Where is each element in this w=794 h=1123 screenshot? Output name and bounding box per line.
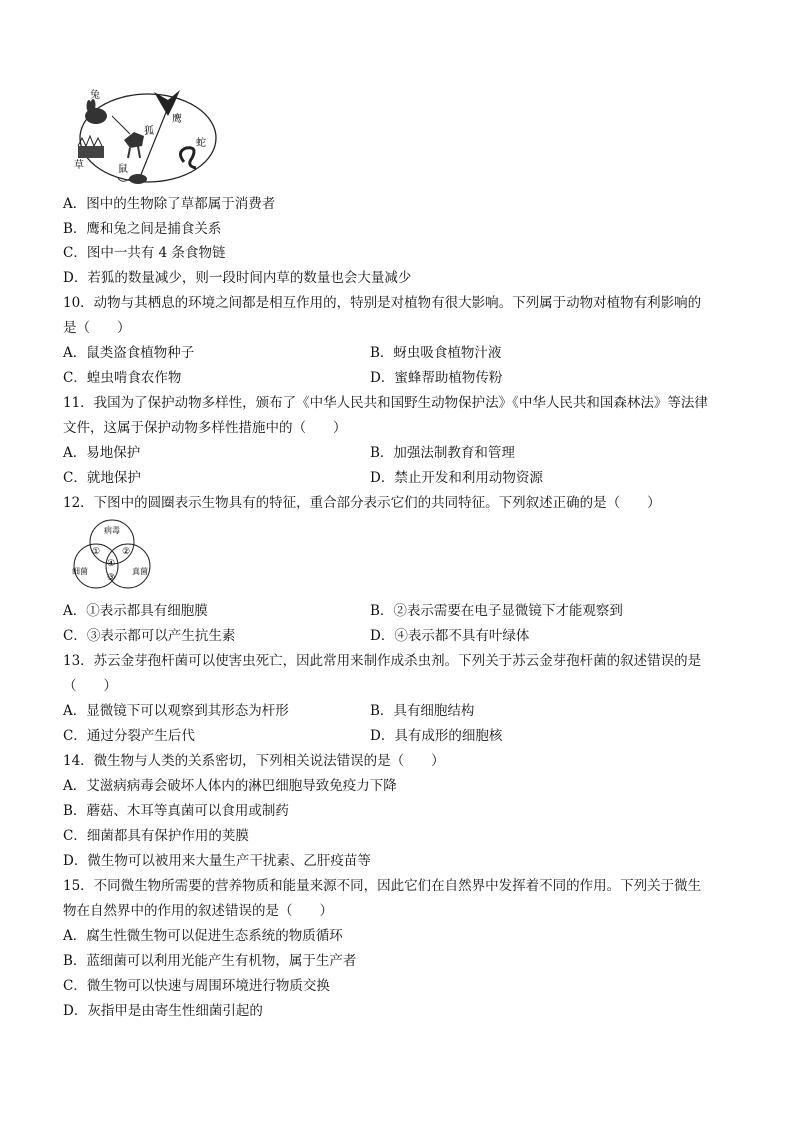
q9-option-d[interactable]: D．若狐的数量减少，则一段时间内草的数量也会大量减少 <box>63 270 412 286</box>
q12-option-d[interactable]: D．④表示都不具有叶绿体 <box>370 628 530 644</box>
q9-option-a[interactable]: A．图中的生物除了草都属于消费者 <box>63 196 276 212</box>
q13-option-b[interactable]: B．具有细胞结构 <box>370 703 475 719</box>
q13-stem-line2: （ ） <box>63 678 117 694</box>
q13-option-d[interactable]: D．具有成形的细胞核 <box>370 728 503 744</box>
venn-region-1: ① <box>92 547 101 557</box>
q15-option-d[interactable]: D．灰指甲是由寄生性细菌引起的 <box>63 1003 263 1019</box>
q10-option-b[interactable]: B．蚜虫吸食植物汁液 <box>370 345 502 361</box>
label-mouse: 鼠 <box>118 164 128 175</box>
venn-region-4: ④ <box>107 559 116 569</box>
q10-option-a[interactable]: A．鼠类盗食植物种子 <box>63 345 195 361</box>
q15-stem-line1: 15．不同微生物所需要的营养物质和能量来源不同，因此它们在自然界中发挥着不同的作用。下列关于微生 <box>63 878 702 894</box>
label-hawk: 鹰 <box>172 114 182 125</box>
snake-icon <box>180 148 196 168</box>
q10-option-c[interactable]: C．蝗虫啃食农作物 <box>63 370 182 386</box>
q14-option-d[interactable]: D．微生物可以被用来大量生产干扰素、乙肝疫苗等 <box>63 853 371 869</box>
venn-region-2: ② <box>122 547 131 557</box>
venn-diagram <box>66 518 158 594</box>
venn-label-fungi: 真菌 <box>132 567 148 576</box>
q13-stem-line1: 13．苏云金芽孢杆菌可以使害虫死亡，因此常用来制作成杀虫剂。下列关于苏云金芽孢杆菌的叙述错误的是 <box>63 653 702 669</box>
q14-option-a[interactable]: A．艾滋病病毒会破坏人体内的淋巴细胞导致免疫力下降 <box>63 778 397 794</box>
q15-option-c[interactable]: C．微生物可以快速与周围环境进行物质交换 <box>63 978 330 994</box>
fox-icon <box>124 132 144 158</box>
q9-option-c[interactable]: C．图中一共有 4 条食物链 <box>63 245 226 261</box>
q14-stem: 14．微生物与人类的关系密切，下列相关说法错误的是（ ） <box>63 753 445 769</box>
food-web-figure <box>72 86 222 190</box>
q11-option-a[interactable]: A．易地保护 <box>63 445 141 461</box>
q10-stem-line1: 10．动物与其栖息的环境之间都是相互作用的，特别是对植物有很大影响。下列属于动物对植物有利影响的 <box>63 295 702 311</box>
venn-label-bacteria: 细菌 <box>72 567 88 576</box>
q11-option-c[interactable]: C．就地保护 <box>63 470 141 486</box>
q12-option-b[interactable]: B．②表示需要在电子显微镜下才能观察到 <box>370 603 623 619</box>
q12-option-c[interactable]: C．③表示都可以产生抗生素 <box>63 628 236 644</box>
label-fox: 狐 <box>144 126 154 137</box>
venn-label-virus: 病毒 <box>104 526 120 535</box>
q11-option-d[interactable]: D．禁止开发和利用动物资源 <box>370 470 543 486</box>
q10-option-d[interactable]: D．蜜蜂帮助植物传粉 <box>370 370 503 386</box>
q9-option-b[interactable]: B．鹰和兔之间是捕食关系 <box>63 221 222 237</box>
grass-icon <box>78 136 104 158</box>
q11-option-b[interactable]: B．加强法制教育和管理 <box>370 445 515 461</box>
label-snake: 蛇 <box>196 138 206 149</box>
rabbit-icon <box>85 99 107 124</box>
q11-stem-line1: 11．我国为了保护动物多样性，颁布了《中华人民共和国野生动物保护法》《中华人民共和国森林法》等法律 <box>63 395 708 411</box>
q13-option-a[interactable]: A．显微镜下可以观察到其形态为杆形 <box>63 703 289 719</box>
q12-stem: 12．下图中的圆圈表示生物具有的特征，重合部分表示它们的共同特征。下列叙述正确的是（ ） <box>63 495 661 511</box>
label-grass: 草 <box>74 160 84 171</box>
q14-option-c[interactable]: C．细菌都具有保护作用的荚膜 <box>63 828 249 844</box>
q12-option-a[interactable]: A．①表示都具有细胞膜 <box>63 603 208 619</box>
q15-option-b[interactable]: B．蓝细菌可以利用光能产生有机物，属于生产者 <box>63 953 357 969</box>
label-rabbit: 兔 <box>90 90 100 101</box>
q14-option-b[interactable]: B．蘑菇、木耳等真菌可以食用或制药 <box>63 803 289 819</box>
q13-option-c[interactable]: C．通过分裂产生后代 <box>63 728 195 744</box>
venn-region-3: ③ <box>107 573 116 583</box>
q10-stem-line2: 是（ ） <box>63 320 131 336</box>
q11-stem-line2: 文件，这属于保护动物多样性措施中的（ ） <box>63 420 347 436</box>
q15-stem-line2: 物在自然界中的作用的叙述错误的是（ ） <box>63 903 333 919</box>
q15-option-a[interactable]: A．腐生性微生物可以促进生态系统的物质循环 <box>63 928 343 944</box>
